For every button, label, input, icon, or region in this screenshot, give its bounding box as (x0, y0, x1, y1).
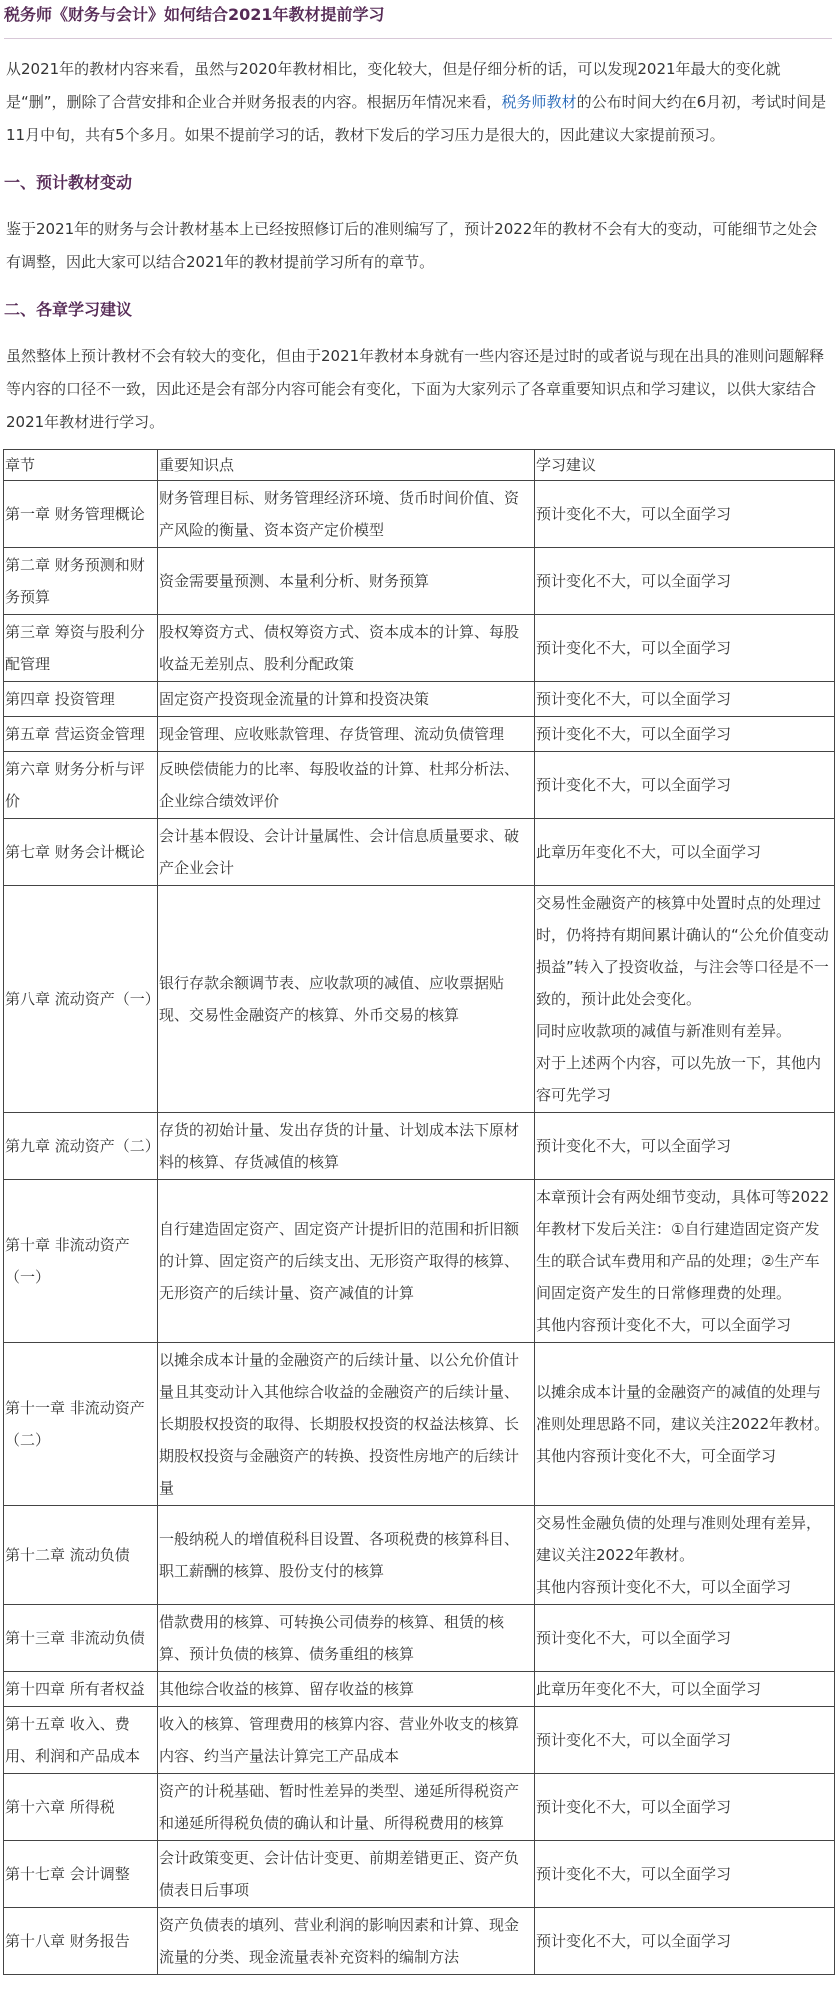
study-advice-line: 预计变化不大，可以全面学习 (536, 1137, 732, 1155)
study-advice-cell (535, 1774, 835, 1841)
article-title: 税务师《财务与会计》如何结合2021年教材提前学习 (4, 5, 385, 24)
key-points-cell: 银行存款余额调节表、应收款项的减值、应收票据贴现、交易性金融资产的核算、外币交易的核算 (158, 886, 535, 1113)
study-advice-line: 预计变化不大，可以全面学习 (536, 639, 732, 657)
study-advice-line: 预计变化不大，可以全面学习 (536, 1731, 732, 1749)
study-advice-cell (535, 481, 835, 548)
table-row (4, 615, 835, 682)
study-advice-line: 交易性金融资产的核算中处置时点的处理过时，仍将持有期间累计确认的“公允价值变动损益”转入了投资收益，与注会等口径是不一致的，预计此处会变化。 (536, 894, 829, 1008)
study-advice-cell (535, 717, 835, 752)
study-advice-line: 此章历年变化不大，可以全面学习 (536, 843, 762, 861)
table-row (4, 1605, 835, 1672)
key-points-cell: 反映偿债能力的比率、每股收益的计算、杜邦分析法、企业综合绩效评价 (158, 752, 535, 819)
chapter-cell: 第十三章 非流动负债 (4, 1605, 158, 1672)
chapter-cell: 第十章 非流动资产（一） (4, 1180, 158, 1343)
key-points-cell: 会计基本假设、会计计量属性、会计信息质量要求、破产企业会计 (158, 819, 535, 886)
chapter-cell: 第七章 财务会计概论 (4, 819, 158, 886)
chapter-cell: 第四章 投资管理 (4, 682, 158, 717)
study-advice-line: 其他内容预计变化不大，可以全面学习 (536, 1578, 792, 1596)
study-advice-line: 对于上述两个内容，可以先放一下，其他内容可先学习 (536, 1054, 822, 1104)
chapter-cell: 第一章 财务管理概论 (4, 481, 158, 548)
chapter-cell: 第十一章 非流动资产（二） (4, 1343, 158, 1506)
chapter-cell: 第三章 筹资与股利分配管理 (4, 615, 158, 682)
table-row (4, 682, 835, 717)
study-advice-cell (535, 615, 835, 682)
study-advice-cell (535, 1605, 835, 1672)
key-points-cell: 一般纳税人的增值税科目设置、各项税费的核算科目、职工薪酬的核算、股份支付的核算 (158, 1506, 535, 1605)
key-points-cell: 财务管理目标、财务管理经济环境、货币时间价值、资产风险的衡量、资本资产定价模型 (158, 481, 535, 548)
study-advice-line: 本章预计会有两处细节变动，具体可等2022年教材下发后关注：①自行建造固定资产发生的联合试车费用和产品的处理；②生产车间固定资产发生的日常修理费的处理。 (536, 1188, 830, 1302)
study-advice-line: 预计变化不大，可以全面学习 (536, 725, 732, 743)
study-advice-cell (535, 1506, 835, 1605)
section-title-textbook-changes: 一、预计教材变动 (4, 173, 133, 192)
study-advice-line: 以摊余成本计量的金融资产的减值的处理与准则处理思路不同，建议关注2022年教材。 (536, 1383, 830, 1433)
study-advice-line: 其他内容预计变化不大，可以全面学习 (536, 1316, 792, 1334)
study-advice-line: 交易性金融负债的处理与准则处理有差异，建议关注2022年教材。 (536, 1514, 822, 1564)
table-row (4, 717, 835, 752)
section1-paragraph: 鉴于2021年的财务与会计教材基本上已经按照修订后的准则编写了，预计2022年的教材不会有大的变动，可能细节之处会有调整，因此大家可以结合2021年的教材提前学习所有的章节。 (6, 220, 818, 271)
key-points-cell: 资金需要量预测、本量利分析、财务预算 (158, 548, 535, 615)
section-title-chapter-advice: 二、各章学习建议 (4, 300, 133, 319)
section2-paragraph: 虽然整体上预计教材不会有较大的变化，但由于2021年教材本身就有一些内容还是过时的或者说与现在出具的准则问题解释等内容的口径不一致，因此还是会有部分内容可能会有变化，下面为大家列示了各章重要知识点和学习建议，以供大家结合2021年教材进行学习。 (6, 347, 825, 431)
chapter-cell: 第十八章 财务报告 (4, 1908, 158, 1975)
intro-text-before: 从2021年的教材内容来看，虽然与2020年教材相比，变化较大，但是仔细分析的话，可以发现2021年最大的变化就是“删”，删除了合营安排和企业合并财务报表的内容。根据历年情况来看， (6, 60, 781, 111)
chapter-cell: 第十二章 流动负债 (4, 1506, 158, 1605)
study-advice-line: 预计变化不大，可以全面学习 (536, 690, 732, 708)
key-points-cell: 资产的计税基础、暂时性差异的类型、递延所得税资产和递延所得税负债的确认和计量、所得税费用的核算 (158, 1774, 535, 1841)
study-advice-cell (535, 548, 835, 615)
chapter-cell: 第九章 流动资产（二） (4, 1113, 158, 1180)
key-points-cell: 自行建造固定资产、固定资产计提折旧的范围和折旧额的计算、固定资产的后续支出、无形资产取得的核算、无形资产的后续计量、资产减值的计算 (158, 1180, 535, 1343)
intro-text-after: 的公布时间大约在6月初，考试时间是11月中旬，共有5个多月。如果不提前学习的话，教材下发后的学习压力是很大的，因此建议大家提前预习。 (6, 93, 827, 144)
study-advice-cell (535, 1908, 835, 1975)
intro-paragraph (0, 53, 836, 152)
study-advice-line: 预计变化不大，可以全面学习 (536, 776, 732, 794)
chapter-cell: 第十五章 收入、费用、利润和产品成本 (4, 1707, 158, 1774)
key-points-cell: 资产负债表的填列、营业利润的影响因素和计算、现金流量的分类、现金流量表补充资料的编制方法 (158, 1908, 535, 1975)
study-advice-cell (535, 1180, 835, 1343)
table-row (4, 481, 835, 548)
table-row (4, 752, 835, 819)
study-advice-line: 此章历年变化不大，可以全面学习 (536, 1680, 762, 1698)
key-points-cell: 存货的初始计量、发出存货的计量、计划成本法下原材料的核算、存货减值的核算 (158, 1113, 535, 1180)
table-row (4, 1343, 835, 1506)
table-body (4, 481, 835, 1975)
study-advice-cell (535, 1113, 835, 1180)
table-row (4, 819, 835, 886)
table-row (4, 1707, 835, 1774)
study-advice-cell (535, 1841, 835, 1908)
header-key-points: 重要知识点 (158, 450, 535, 481)
header-study-advice: 学习建议 (535, 450, 835, 481)
key-points-cell: 以摊余成本计量的金融资产的后续计量、以公允价值计量且其变动计入其他综合收益的金融资产的后续计量、长期股权投资的取得、长期股权投资的权益法核算、长期股权投资与金融资产的转换、投资性房地产的后续计量 (158, 1343, 535, 1506)
study-advice-line: 预计变化不大，可以全面学习 (536, 572, 732, 590)
study-advice-line: 其他内容预计变化不大，可全面学习 (536, 1447, 777, 1465)
textbook-link[interactable]: 税务师教材 (501, 93, 577, 111)
chapter-cell: 第十七章 会计调整 (4, 1841, 158, 1908)
table-row (4, 886, 835, 1113)
chapter-table (3, 449, 835, 1975)
table-row (4, 1841, 835, 1908)
key-points-cell: 股权筹资方式、债权筹资方式、资本成本的计算、每股收益无差别点、股利分配政策 (158, 615, 535, 682)
table-row (4, 548, 835, 615)
chapter-cell: 第二章 财务预测和财务预算 (4, 548, 158, 615)
key-points-cell: 会计政策变更、会计估计变更、前期差错更正、资产负债表日后事项 (158, 1841, 535, 1908)
study-advice-cell (535, 682, 835, 717)
table-row (4, 1774, 835, 1841)
header-chapter: 章节 (4, 450, 158, 481)
table-row (4, 1506, 835, 1605)
study-advice-line: 预计变化不大，可以全面学习 (536, 1629, 732, 1647)
study-advice-cell (535, 752, 835, 819)
study-advice-line: 预计变化不大，可以全面学习 (536, 1865, 732, 1883)
study-advice-cell (535, 819, 835, 886)
study-advice-line: 预计变化不大，可以全面学习 (536, 1932, 732, 1950)
key-points-cell: 收入的核算、管理费用的核算内容、营业外收支的核算内容、约当产量法计算完工产品成本 (158, 1707, 535, 1774)
study-advice-line: 预计变化不大，可以全面学习 (536, 505, 732, 523)
study-advice-cell (535, 886, 835, 1113)
table-header-row (4, 450, 835, 481)
study-advice-line: 同时应收款项的减值与新准则有差异。 (536, 1022, 792, 1040)
study-advice-cell (535, 1707, 835, 1774)
chapter-cell: 第六章 财务分析与评价 (4, 752, 158, 819)
study-advice-cell (535, 1343, 835, 1506)
table-row (4, 1908, 835, 1975)
key-points-cell: 固定资产投资现金流量的计算和投资决策 (158, 682, 535, 717)
chapter-cell: 第八章 流动资产（一） (4, 886, 158, 1113)
study-advice-line: 预计变化不大，可以全面学习 (536, 1798, 732, 1816)
table-row (4, 1672, 835, 1707)
key-points-cell: 其他综合收益的核算、留存收益的核算 (158, 1672, 535, 1707)
chapter-cell: 第十四章 所有者权益 (4, 1672, 158, 1707)
key-points-cell: 借款费用的核算、可转换公司债券的核算、租赁的核算、预计负债的核算、债务重组的核算 (158, 1605, 535, 1672)
chapter-cell: 第五章 营运资金管理 (4, 717, 158, 752)
key-points-cell: 现金管理、应收账款管理、存货管理、流动负债管理 (158, 717, 535, 752)
study-advice-cell (535, 1672, 835, 1707)
table-row (4, 1113, 835, 1180)
chapter-cell: 第十六章 所得税 (4, 1774, 158, 1841)
table-row (4, 1180, 835, 1343)
